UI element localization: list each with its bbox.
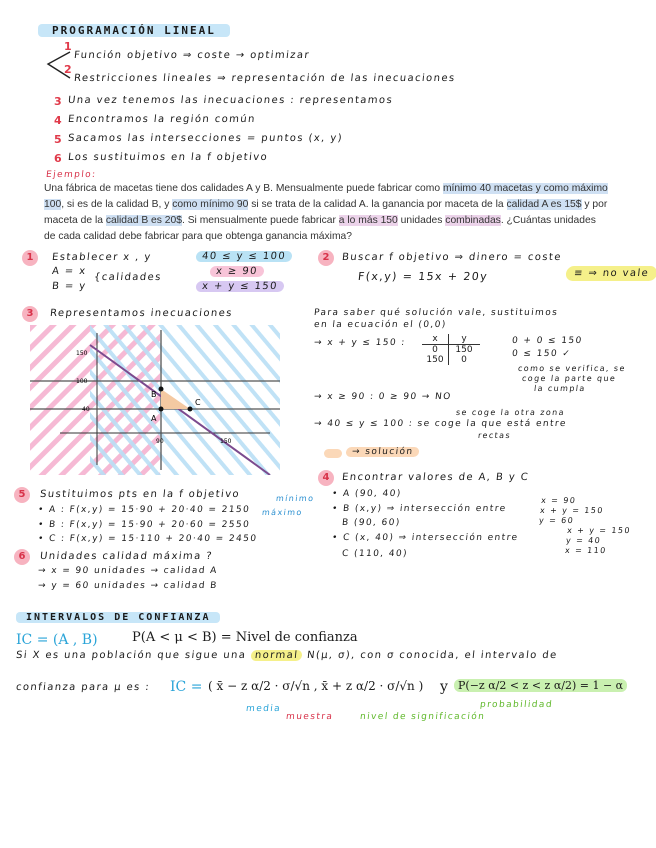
tick-y-40: 40	[82, 406, 90, 413]
probability-definition: P(A < μ < B) = Nivel de confianza	[132, 630, 358, 645]
ic-formula: ( x̄ − z α/2 · σ/√n , x̄ + z α/2 · σ/√n )	[208, 679, 424, 693]
media-label: media	[245, 704, 282, 714]
point-c	[188, 407, 193, 412]
calidades-label: {calidades	[93, 272, 163, 283]
units-b: → y = 60 unidades → calidad B	[37, 581, 219, 591]
constraint-3: x + y ≤ 150	[195, 281, 284, 292]
point-c-value: C (110, 40)	[341, 549, 409, 559]
point-a-value: • A (90, 40)	[331, 489, 403, 499]
check-1: 0 + 0 ≤ 150	[511, 336, 584, 346]
point-a	[159, 407, 164, 412]
check-2: 0 ≤ 150 ✓	[511, 349, 572, 359]
page-title: PROGRAMACIÓN LINEAL	[38, 24, 230, 37]
section-2-number: 2	[318, 250, 334, 266]
step-1-number: 1	[64, 40, 72, 53]
section-6-number: 6	[14, 549, 30, 565]
section-6-title: Unidades calidad máxima ?	[39, 551, 214, 562]
y-connector: y	[440, 679, 448, 695]
section-5-title: Sustituimos pts en la f objetivo	[39, 489, 241, 500]
point-b-label: B	[151, 390, 157, 399]
objective-function: F(x,y) = 15x + 20y	[357, 270, 489, 283]
no-vale-note: ≡ ⇒ no vale	[565, 268, 656, 279]
point-b-intersection: • B (x,y) ⇒ intersección entre	[331, 504, 508, 514]
section-4-number: 4	[318, 470, 334, 486]
a-equals-x: A = x	[51, 266, 88, 277]
step-3: Una vez tenemos las inecuaciones : representamos	[67, 95, 394, 106]
step-5: Sacamos las intersecciones = puntos (x, y)	[67, 133, 344, 144]
verify-note-1: como se verifica, se	[517, 364, 627, 373]
solution-legend-swatch	[324, 449, 342, 458]
eq-y-range-note: rectas	[477, 431, 512, 440]
value-table: x y 0 150 150 0	[422, 334, 480, 365]
constraint-1: 40 ≤ y ≤ 100	[195, 251, 292, 262]
point-b	[159, 387, 164, 392]
step-5-number: 5	[54, 133, 62, 146]
sub-note-2: en la ecuación el (0,0)	[313, 320, 448, 330]
confidence-label: confianza para μ es :	[15, 682, 151, 693]
ic-definition: IC = (A , B)	[16, 632, 98, 648]
problem-statement: Una fábrica de macetas tiene dos calidades A y B. Mensualmente puede fabricar como mínimo 40 macetas y como máximo 100, si es de la calidad B, y como mínimo 90 si se trata de la calidad A. la ganancia por maceta de la calidad A es 15$ y por maceta de la calidad B es 20$. Si mensualmente puede fabricar a lo más 150 unidades combinadas. ¿Cuántas unidades de cada calidad debe fabricar para que obtenga ganancia máxima?	[44, 183, 608, 242]
eq-x-ge-90-note: se coge la otra zona	[455, 408, 566, 417]
point-b-value: B (90, 60)	[341, 518, 402, 528]
eval-b: • B : F(x,y) = 15·90 + 20·60 = 2550	[37, 520, 251, 530]
section-1-number: 1	[22, 250, 38, 266]
prob-formula: P(−z α/2 < z < z α/2) = 1 − α	[454, 679, 627, 692]
verify-note-3: la cumpla	[533, 384, 587, 393]
step-4-number: 4	[54, 114, 62, 127]
tick-y-100: 100	[76, 378, 88, 385]
units-a: → x = 90 unidades → calidad A	[37, 566, 219, 576]
intervals-title: INTERVALOS DE CONFIANZA	[16, 612, 220, 623]
section-2-title: Buscar f objetivo ⇒ dinero = coste	[341, 252, 563, 263]
step-4: Encontramos la región común	[67, 114, 257, 125]
point-c-intersection: • C (x, 40) ⇒ intersección entre	[331, 533, 519, 543]
section-3-number: 3	[22, 306, 38, 322]
blue-hatch-region	[90, 325, 280, 475]
tick-x-150: 150	[220, 438, 232, 445]
point-a-label: A	[151, 414, 157, 423]
section-5-number: 5	[14, 487, 30, 503]
c-system: x + y = 150 y = 40 x = 110	[564, 526, 632, 555]
step-2: Restricciones lineales ⇒ representación de las inecuaciones	[73, 73, 457, 84]
nivel-label: nivel de significación	[359, 712, 486, 722]
example-label: Ejemplo:	[45, 170, 97, 180]
step-3-number: 3	[54, 95, 62, 108]
tick-y-150: 150	[76, 350, 88, 357]
eq-x-ge-90: → x ≥ 90 : 0 ≥ 90 → NO	[313, 392, 453, 402]
inequalities-graph	[30, 325, 280, 475]
step-1: Función objetivo ⇒ coste → optimizar	[73, 50, 311, 61]
eq-x-plus-y: → x + y ≤ 150 :	[313, 338, 407, 348]
verify-note-2: coge la parte que	[521, 374, 617, 383]
step-2-number: 2	[64, 63, 72, 76]
normal-statement: Si X es una población que sigue una normal N(μ, σ), con σ conocida, el intervalo de	[15, 650, 559, 661]
step-6-number: 6	[54, 152, 62, 165]
section-3-title: Representamos inecuaciones	[49, 308, 234, 319]
point-c-label: C	[195, 398, 201, 407]
muestra-label: muestra	[285, 712, 334, 722]
solution-legend: → solución	[345, 447, 420, 457]
step-6: Los sustituimos en la f objetivo	[67, 152, 269, 163]
b-equals-y: B = y	[51, 281, 88, 292]
constraint-2: x ≥ 90	[209, 266, 264, 277]
tick-x-90: 90	[156, 438, 164, 445]
eval-c: • C : F(x,y) = 15·110 + 20·40 = 2450	[37, 534, 258, 544]
sub-note-1: Para saber qué solución vale, sustituimos	[313, 308, 559, 318]
min-label: mínimo	[275, 494, 315, 503]
section-1-title: Establecer x , y	[51, 252, 153, 263]
b-system: x = 90 x + y = 150 y = 60	[538, 496, 605, 525]
ic-formula-label: IC =	[170, 679, 203, 695]
eval-a: • A : F(x,y) = 15·90 + 20·40 = 2150	[37, 505, 251, 515]
probabilidad-label: probabilidad	[479, 700, 554, 710]
eq-y-range: → 40 ≤ y ≤ 100 : se coge la que está entre	[313, 419, 568, 429]
max-label: máximo	[261, 508, 304, 517]
section-4-title: Encontrar valores de A, B y C	[341, 472, 530, 483]
